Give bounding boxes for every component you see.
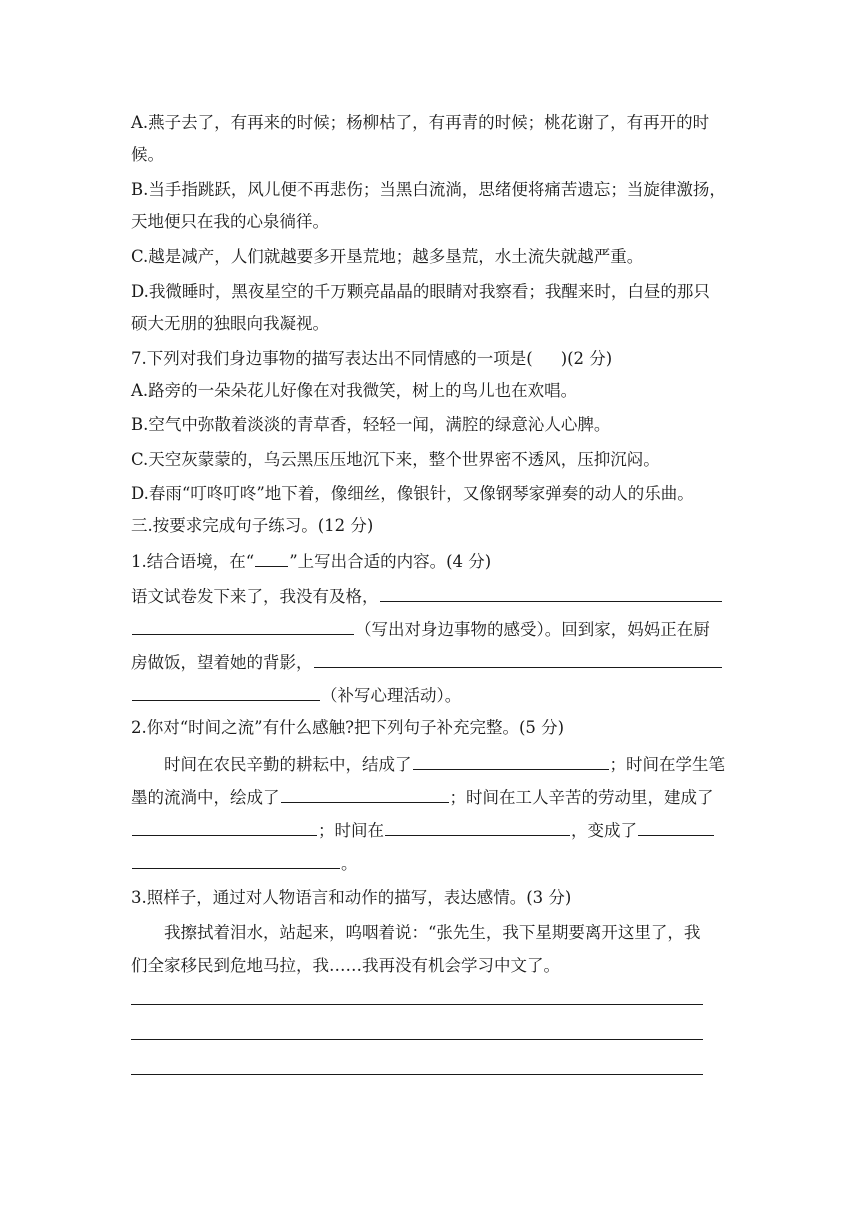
s1-line1 <box>131 586 723 607</box>
s2-line2-text-end: ；时间在工人辛苦的劳动里，建成了 <box>449 788 714 807</box>
s3-answer-line-3[interactable] <box>131 1074 703 1075</box>
s1-stem-text-end: ”上写出合适的内容。(4 分) <box>289 552 492 571</box>
s1-stem <box>131 551 491 572</box>
section3-title: 三.按要求完成句子练习。(12 分) <box>131 516 374 535</box>
s2-answer-blank-5b[interactable] <box>132 853 340 869</box>
s2-line3-text-end: ，变成了 <box>571 821 637 840</box>
s3-stem: 3.照样子，通过对人物语言和动作的描写，表达感情。(3 分) <box>131 888 572 907</box>
s1-stem-text: 1.结合语境，在“ <box>131 552 255 571</box>
s1-line4-text: （补写心理活动）。 <box>321 686 462 705</box>
s3-example-line2: 们全家移民到危地马拉，我……我再没有机会学习中文了。 <box>131 956 560 975</box>
s2-line4-text: 。 <box>341 854 358 873</box>
s1-line2-text: （写出对身边事物的感受）。回到家，妈妈正在厨 <box>355 620 710 639</box>
s2-line2 <box>131 787 714 808</box>
s2-answer-blank-4[interactable] <box>385 820 570 836</box>
s1-answer-blank-1a[interactable] <box>380 586 722 602</box>
q7-stem <box>131 349 612 369</box>
s1-line1-text: 语文试卷发下来了，我没有及格， <box>131 587 379 606</box>
s1-line4 <box>131 685 461 706</box>
s1-answer-blank-2b[interactable] <box>132 685 320 701</box>
q6-option-d-line1: D.我微睡时，黑夜星空的千万颗亮晶晶的眼睛对我察看；我醒来时，白昼的那只 <box>131 282 710 301</box>
s1-line3-text: 房做饭，望着她的背影， <box>131 653 313 672</box>
s2-line1-text-end: ；时间在学生笔 <box>609 755 725 774</box>
q6-option-c: C.越是减产，人们就越要多开垦荒地；越多垦荒，水土流失就越严重。 <box>131 247 644 266</box>
q6-option-a-line1: A.燕子去了，有再来的时候；杨柳枯了，有再青的时候；桃花谢了，有再开的时 <box>131 113 710 132</box>
s2-line1 <box>164 754 725 775</box>
q7-option-b: B.空气中弥散着淡淡的青草香，轻轻一闻，满腔的绿意沁人心脾。 <box>131 415 611 434</box>
q7-option-c: C.天空灰蒙蒙的，乌云黑压压地沉下来，整个世界密不透风，压抑沉闷。 <box>131 450 660 469</box>
q7-option-d: D.春雨“叮咚叮咚”地下着，像细丝，像银针，又像钢琴家弹奏的动人的乐曲。 <box>131 484 694 503</box>
q6-option-b-line2: 天地便只在我的心泉徜徉。 <box>131 212 329 231</box>
s3-answer-line-2[interactable] <box>131 1039 703 1040</box>
q6-option-b-line1: B.当手指跳跃，风儿便不再悲伤；当黑白流淌，思绪便将痛苦遗忘；当旋律激扬， <box>131 180 726 199</box>
s2-stem: 2.你对“时间之流”有什么感触?把下列句子补充完整。(5 分) <box>131 718 565 737</box>
s2-line3 <box>131 820 715 841</box>
s2-line3-text: ；时间在 <box>318 821 384 840</box>
s2-line4 <box>131 853 358 874</box>
s1-line2 <box>131 619 710 640</box>
s1-stem-blank <box>255 551 288 567</box>
s1-answer-blank-1b[interactable] <box>132 619 354 635</box>
s2-answer-blank-1[interactable] <box>413 754 609 770</box>
s3-example-line1: 我擦拭着泪水，站起来，呜咽着说：“张先生，我下星期要离开这里了，我 <box>164 923 701 942</box>
s2-answer-blank-3[interactable] <box>132 820 317 836</box>
s3-answer-line-1[interactable] <box>131 1004 703 1005</box>
q7-stem-score: )(2 分) <box>560 349 613 368</box>
q7-option-a: A.路旁的一朵朵花儿好像在对我微笑，树上的鸟儿也在欢唱。 <box>131 381 578 400</box>
q6-option-d-line2: 硕大无朋的独眼向我凝视。 <box>131 314 329 333</box>
s2-answer-blank-5a[interactable] <box>638 820 714 836</box>
s2-line2-text: 墨的流淌中，绘成了 <box>131 788 280 807</box>
s2-answer-blank-2[interactable] <box>281 787 449 803</box>
q6-option-a-line2: 候。 <box>131 145 164 164</box>
s1-line3 <box>131 652 723 673</box>
s1-answer-blank-2a[interactable] <box>314 652 722 668</box>
s2-line1-text: 时间在农民辛勤的耕耘中，结成了 <box>164 755 412 774</box>
q7-stem-text: 7.下列对我们身边事物的描写表达出不同情感的一项是( <box>131 349 533 368</box>
